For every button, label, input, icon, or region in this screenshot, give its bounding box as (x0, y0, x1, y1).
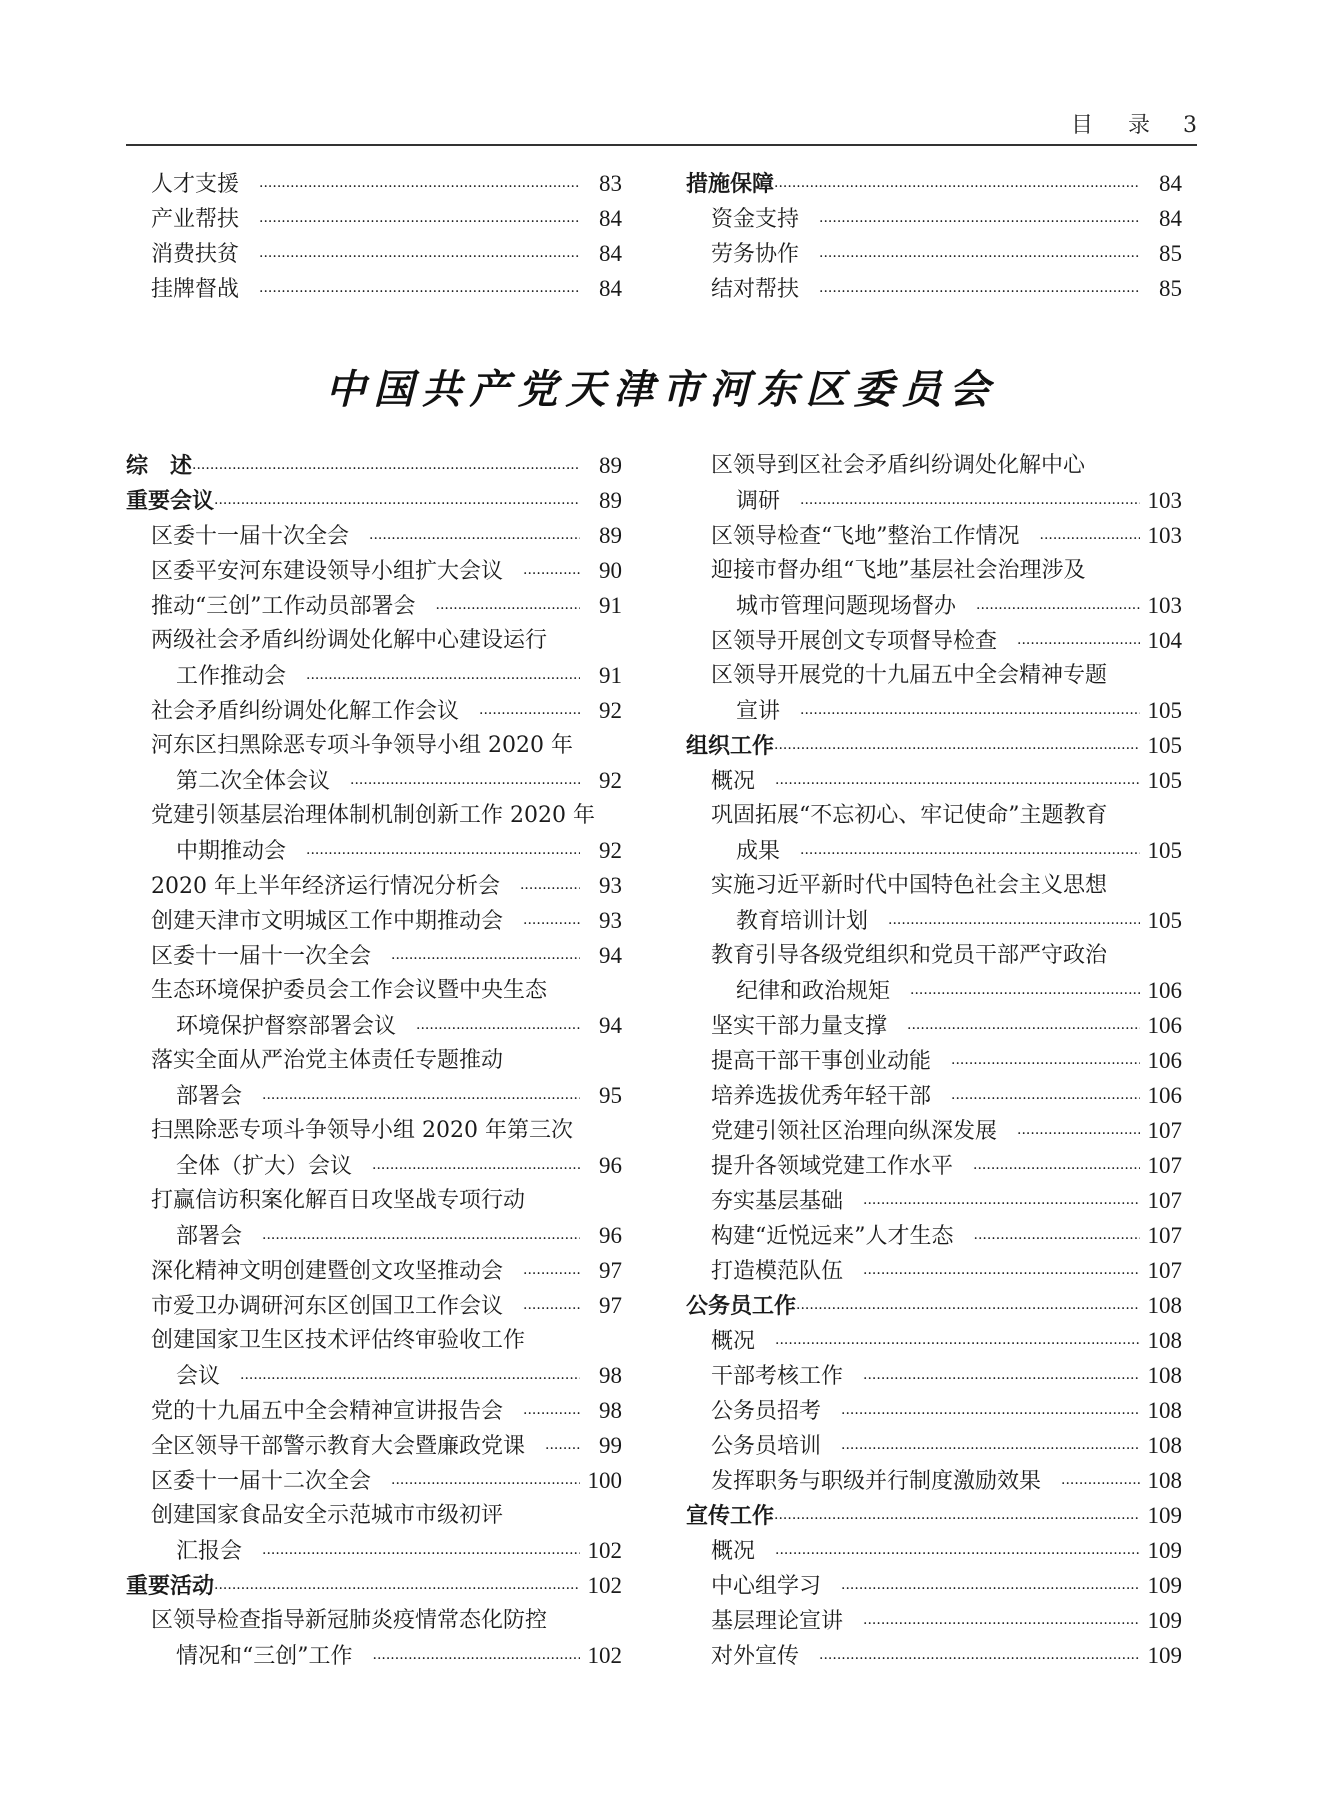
toc-entry-title: 区领导开展创文专项督导检查 (711, 629, 998, 654)
toc-leader-dots (774, 170, 1140, 205)
toc-leader-dots (369, 522, 580, 557)
toc-entry-title: 公务员培训 (711, 1434, 822, 1459)
toc-page-number: 103 (1147, 488, 1182, 513)
toc-leader-dots (775, 1537, 1140, 1572)
toc-leader-dots (819, 1642, 1140, 1677)
toc-entry-title: 公务员招考 (711, 1399, 822, 1424)
toc-page-number: 97 (599, 1293, 622, 1318)
toc-section-entry[interactable] (126, 448, 622, 483)
toc-leader-dots (863, 1187, 1140, 1222)
toc-leader-dots (974, 1222, 1141, 1257)
toc-entry-title: 坚实干部力量支撑 (711, 1014, 888, 1039)
toc-entry[interactable] (126, 623, 622, 658)
toc-entry-title: 资金支持 (711, 207, 800, 232)
toc-page-number: 109 (1147, 1643, 1182, 1668)
toc-entry-title: 中期推动会 (176, 839, 287, 864)
toc-page-number: 84 (599, 206, 622, 231)
toc-section-entry[interactable] (686, 1498, 1182, 1533)
toc-entry[interactable] (686, 903, 1182, 938)
toc-entry-title: 概况 (711, 1329, 756, 1354)
toc-page-number: 108 (1147, 1468, 1182, 1493)
toc-entry-title: 推动“三创”工作动员部署会 (151, 594, 416, 619)
toc-page-number: 109 (1147, 1573, 1182, 1598)
toc-entry-title: 环境保护督察部署会议 (176, 1014, 397, 1039)
header-rule (126, 144, 1197, 146)
toc-entry[interactable] (126, 1498, 622, 1533)
toc-page-number: 90 (599, 558, 622, 583)
toc-entry-title: 全区领导干部警示教育大会暨廉政党课 (151, 1434, 526, 1459)
toc-entry-title: 党的十九届五中全会精神宣讲报告会 (151, 1399, 504, 1424)
toc-page-number: 92 (599, 838, 622, 863)
toc-leader-dots (262, 1222, 580, 1257)
toc-entry[interactable] (686, 1393, 1182, 1428)
toc-leader-dots (863, 1362, 1140, 1397)
toc-leader-dots (774, 732, 1140, 767)
toc-entry-title: 产业帮扶 (151, 207, 240, 232)
toc-page-number: 91 (599, 593, 622, 618)
toc-page-number: 89 (599, 453, 622, 478)
toc-section-entry[interactable] (126, 1568, 622, 1603)
toc-entry-title: 夯实基层基础 (711, 1189, 844, 1214)
toc-entry[interactable] (126, 518, 622, 553)
toc-entry[interactable] (126, 1078, 622, 1113)
toc-top-left-column (126, 166, 622, 306)
toc-entry-title: 生态环境保护委员会工作会议暨中央生态 (151, 978, 548, 1003)
toc-entry-title: 打赢信访积案化解百日攻坚战专项行动 (151, 1188, 526, 1213)
toc-entry[interactable] (686, 1078, 1182, 1113)
toc-entry-title: 教育引导各级党组织和党员干部严守政治 (711, 943, 1108, 968)
toc-entry-title: 打造模范队伍 (711, 1259, 844, 1284)
toc-page-number: 107 (1147, 1188, 1182, 1213)
toc-page-number: 105 (1147, 698, 1182, 723)
toc-leader-dots (1017, 627, 1140, 662)
toc-entry[interactable] (686, 1358, 1182, 1393)
toc-leader-dots (819, 240, 1140, 275)
toc-entry[interactable] (686, 868, 1182, 903)
toc-entry[interactable] (126, 1428, 622, 1463)
toc-leader-dots (259, 240, 580, 275)
running-head (1071, 108, 1197, 139)
toc-section-entry[interactable] (126, 483, 622, 518)
toc-entry[interactable] (686, 201, 1182, 236)
toc-leader-dots (373, 1642, 581, 1677)
toc-entry-title: 区领导开展党的十九届五中全会精神专题 (711, 663, 1108, 688)
toc-entry[interactable] (686, 1218, 1182, 1253)
toc-entry[interactable] (686, 271, 1182, 306)
toc-entry[interactable] (686, 1638, 1182, 1673)
toc-entry-title: 区委十一届十二次全会 (151, 1469, 372, 1494)
page-number: 3 (1183, 113, 1197, 138)
toc-entry-title: 提升各领域党建工作水平 (711, 1154, 954, 1179)
toc-leader-dots (888, 907, 1140, 942)
toc-entry[interactable] (126, 1043, 622, 1078)
toc-entry-title: 扫黑除恶专项斗争领导小组 2020 年第三次 (151, 1118, 573, 1143)
toc-entry-title: 河东区扫黑除恶专项斗争领导小组 2020 年 (151, 733, 573, 758)
toc-entry-title: 调研 (736, 489, 781, 514)
toc-entry[interactable] (686, 1183, 1182, 1218)
toc-entry-title: 党建引领基层治理体制机制创新工作 2020 年 (151, 803, 595, 828)
toc-entry-title: 两级社会矛盾纠纷调处化解中心建设运行 (151, 628, 548, 653)
toc-entry-title: 深化精神文明创建暨创文攻坚推动会 (151, 1259, 504, 1284)
toc-leader-dots (523, 907, 580, 942)
toc-page-number: 93 (599, 908, 622, 933)
toc-leader-dots (214, 487, 580, 522)
toc-page-number: 108 (1147, 1363, 1182, 1388)
toc-page-number: 107 (1147, 1153, 1182, 1178)
toc-entry-title: 人才支援 (151, 172, 240, 197)
toc-entry-title: 教育培训计划 (736, 909, 869, 934)
toc-entry-title: 全体（扩大）会议 (176, 1154, 353, 1179)
toc-entry[interactable] (686, 1253, 1182, 1288)
toc-entry-title: 情况和“三创”工作 (176, 1644, 353, 1669)
toc-entry[interactable] (686, 1113, 1182, 1148)
toc-leader-dots (523, 1397, 580, 1432)
toc-page-number: 107 (1147, 1223, 1182, 1248)
toc-entry[interactable] (126, 1323, 622, 1358)
toc-entry[interactable] (686, 973, 1182, 1008)
toc-page-number: 109 (1147, 1503, 1182, 1528)
toc-leader-dots (240, 1362, 580, 1397)
toc-page-number: 105 (1147, 838, 1182, 863)
toc-entry-title: 成果 (736, 839, 781, 864)
toc-entry[interactable] (686, 623, 1182, 658)
toc-page-number: 99 (599, 1433, 622, 1458)
toc-leader-dots (391, 1467, 580, 1502)
toc-page-number: 100 (587, 1468, 622, 1493)
toc-entry-title: 重要会议 (126, 489, 215, 514)
toc-leader-dots (479, 697, 580, 732)
toc-entry[interactable] (686, 448, 1182, 483)
toc-leader-dots (951, 1082, 1140, 1117)
toc-entry[interactable] (126, 1008, 622, 1043)
toc-page-number: 84 (599, 241, 622, 266)
toc-right-column (686, 448, 1182, 1673)
toc-leader-dots (523, 1292, 580, 1327)
toc-section-entry[interactable] (686, 166, 1182, 201)
toc-entry-title: 城市管理问题现场督办 (736, 594, 957, 619)
toc-entry[interactable] (126, 553, 622, 588)
toc-entry-title: 市爱卫办调研河东区创国卫工作会议 (151, 1294, 504, 1319)
toc-page-number: 106 (1147, 1083, 1182, 1108)
toc-entry[interactable] (126, 1288, 622, 1323)
toc-leader-dots (841, 1397, 1140, 1432)
toc-page-number: 94 (599, 1013, 622, 1038)
toc-entry[interactable] (686, 658, 1182, 693)
toc-entry[interactable] (126, 833, 622, 868)
toc-page-number: 109 (1147, 1538, 1182, 1563)
toc-page-number: 93 (599, 873, 622, 898)
toc-entry-title: 中心组学习 (711, 1574, 822, 1599)
toc-section-entry[interactable] (686, 728, 1182, 763)
toc-entry[interactable] (126, 1183, 622, 1218)
toc-entry[interactable] (126, 868, 622, 903)
toc-entry[interactable] (126, 763, 622, 798)
toc-page-number: 103 (1147, 523, 1182, 548)
toc-entry-title: 迎接市督办组“飞地”基层社会治理涉及 (711, 558, 1086, 583)
toc-entry-title: 结对帮扶 (711, 277, 800, 302)
toc-entry[interactable] (126, 166, 622, 201)
toc-leader-dots (306, 662, 580, 697)
toc-entry-title: 宣传工作 (686, 1504, 775, 1529)
toc-page-number: 83 (599, 171, 622, 196)
toc-leader-dots (800, 487, 1140, 522)
toc-leader-dots (863, 1607, 1140, 1642)
toc-entry-title: 部署会 (176, 1084, 243, 1109)
toc-entry[interactable] (686, 1323, 1182, 1358)
toc-page-number: 84 (1159, 206, 1182, 231)
toc-entry[interactable] (686, 938, 1182, 973)
toc-entry-title: 区委十一届十一次全会 (151, 944, 372, 969)
toc-page-number: 107 (1147, 1258, 1182, 1283)
toc-entry-title: 干部考核工作 (711, 1364, 844, 1389)
toc-leader-dots (796, 1292, 1140, 1327)
toc-entry[interactable] (686, 1603, 1182, 1638)
toc-entry-title: 提高干部干事创业动能 (711, 1049, 932, 1074)
toc-page-number: 102 (587, 1538, 622, 1563)
toc-entry-title: 劳务协作 (711, 242, 800, 267)
toc-entry[interactable] (686, 588, 1182, 623)
toc-page-number: 105 (1147, 768, 1182, 793)
toc-entry[interactable] (126, 798, 622, 833)
toc-leader-dots (863, 1257, 1140, 1292)
toc-leader-dots (841, 1572, 1140, 1607)
toc-entry[interactable] (126, 1148, 622, 1183)
toc-page-number: 85 (1159, 276, 1182, 301)
toc-entry-title: 会议 (176, 1364, 221, 1389)
toc-entry[interactable] (126, 903, 622, 938)
toc-entry[interactable] (686, 483, 1182, 518)
toc-entry-title: 消费扶贫 (151, 242, 240, 267)
toc-page-number: 96 (599, 1153, 622, 1178)
toc-leader-dots (306, 837, 580, 872)
toc-entry-title: 汇报会 (176, 1539, 243, 1564)
toc-page-number: 102 (587, 1573, 622, 1598)
toc-entry-title: 综 述 (126, 454, 193, 479)
toc-page-number: 92 (599, 698, 622, 723)
toc-page-number: 91 (599, 663, 622, 688)
toc-entry-title: 实施习近平新时代中国特色社会主义思想 (711, 873, 1108, 898)
toc-entry-title: 措施保障 (686, 172, 775, 197)
toc-page-number: 108 (1147, 1328, 1182, 1353)
toc-page-number: 105 (1147, 908, 1182, 933)
running-head-section: 目 录 (1071, 113, 1164, 138)
toc-entry[interactable] (126, 1533, 622, 1568)
toc-page-number: 102 (587, 1643, 622, 1668)
toc-leader-dots (951, 1047, 1140, 1082)
toc-page-number: 104 (1147, 628, 1182, 653)
toc-entry[interactable] (686, 1463, 1182, 1498)
toc-leader-dots (262, 1082, 580, 1117)
toc-leader-dots (819, 205, 1140, 240)
toc-leader-dots (520, 872, 580, 907)
toc-entry-title: 区领导检查指导新冠肺炎疫情常态化防控 (151, 1608, 548, 1633)
toc-leader-dots (259, 170, 580, 205)
toc-leader-dots (976, 592, 1140, 627)
toc-entry[interactable] (126, 1603, 622, 1638)
toc-entry-title: 区领导到区社会矛盾纠纷调处化解中心 (711, 453, 1086, 478)
toc-entry-title: 部署会 (176, 1224, 243, 1249)
toc-entry[interactable] (686, 763, 1182, 798)
toc-entry[interactable] (126, 271, 622, 306)
toc-entry[interactable] (126, 588, 622, 623)
toc-page-number: 97 (599, 1258, 622, 1283)
toc-leader-dots (775, 1327, 1140, 1362)
toc-entry-title: 宣讲 (736, 699, 781, 724)
toc-leader-dots (262, 1537, 580, 1572)
toc-page-number: 103 (1147, 593, 1182, 618)
toc-top-right-column (686, 166, 1182, 306)
toc-entry[interactable] (126, 1358, 622, 1393)
toc-leader-dots (259, 205, 580, 240)
toc-page-number: 106 (1147, 978, 1182, 1003)
toc-entry-title: 创建国家食品安全示范城市市级初评 (151, 1503, 504, 1528)
toc-page-number: 94 (599, 943, 622, 968)
toc-entry-title: 组织工作 (686, 734, 775, 759)
toc-page-number: 108 (1147, 1398, 1182, 1423)
toc-page-number: 96 (599, 1223, 622, 1248)
toc-entry[interactable] (126, 938, 622, 973)
toc-entry-title: 创建天津市文明城区工作中期推动会 (151, 909, 504, 934)
toc-leader-dots (523, 1257, 580, 1292)
toc-entry-title: 构建“近悦远来”人才生态 (711, 1224, 954, 1249)
toc-page-number: 106 (1147, 1013, 1182, 1038)
toc-page-number: 106 (1147, 1048, 1182, 1073)
toc-leader-dots (545, 1432, 580, 1467)
toc-page-number: 98 (599, 1363, 622, 1388)
toc-entry-title: 巩固拓展“不忘初心、牢记使命”主题教育 (711, 803, 1108, 828)
toc-entry[interactable] (126, 1218, 622, 1253)
toc-leader-dots (259, 275, 580, 310)
toc-page-number: 84 (1159, 171, 1182, 196)
toc-entry[interactable] (686, 1148, 1182, 1183)
toc-entry[interactable] (686, 693, 1182, 728)
toc-entry[interactable] (126, 693, 622, 728)
toc-leader-dots (350, 767, 580, 802)
toc-page-number: 84 (599, 276, 622, 301)
toc-leader-dots (523, 557, 580, 592)
toc-entry[interactable] (686, 553, 1182, 588)
toc-leader-dots (372, 1152, 580, 1187)
toc-entry-title: 工作推动会 (176, 664, 287, 689)
toc-entry-title: 对外宣传 (711, 1644, 800, 1669)
toc-entry-title: 重要活动 (126, 1574, 215, 1599)
toc-section-entry[interactable] (686, 1288, 1182, 1323)
toc-leader-dots (1017, 1117, 1140, 1152)
toc-page-number: 92 (599, 768, 622, 793)
toc-entry[interactable] (686, 518, 1182, 553)
toc-entry[interactable] (686, 833, 1182, 868)
toc-page-number: 98 (599, 1398, 622, 1423)
toc-entry-title: 区委十一届十次全会 (151, 524, 350, 549)
toc-entry-title: 发挥职务与职级并行制度激励效果 (711, 1469, 1042, 1494)
toc-entry[interactable] (686, 236, 1182, 271)
toc-entry[interactable] (686, 1533, 1182, 1568)
toc-leader-dots (973, 1152, 1140, 1187)
toc-entry-title: 挂牌督战 (151, 277, 240, 302)
toc-leader-dots (910, 977, 1140, 1012)
toc-entry-title: 培养选拔优秀年轻干部 (711, 1084, 932, 1109)
toc-entry-title: 纪律和政治规矩 (736, 979, 891, 1004)
toc-entry[interactable] (126, 236, 622, 271)
toc-leader-dots (1040, 522, 1141, 557)
toc-entry[interactable] (686, 1568, 1182, 1603)
toc-page-number: 105 (1147, 733, 1182, 758)
toc-leader-dots (819, 275, 1140, 310)
toc-entry-title: 概况 (711, 769, 756, 794)
toc-leader-dots (436, 592, 581, 627)
toc-leader-dots (907, 1012, 1140, 1047)
toc-leader-dots (775, 767, 1140, 802)
toc-entry-title: 创建国家卫生区技术评估终审验收工作 (151, 1328, 526, 1353)
toc-entry[interactable] (126, 1638, 622, 1673)
toc-entry-title: 社会矛盾纠纷调处化解工作会议 (151, 699, 460, 724)
toc-entry[interactable] (686, 1043, 1182, 1078)
toc-entry-title: 区委平安河东建设领导小组扩大会议 (151, 559, 504, 584)
toc-page-number: 95 (599, 1083, 622, 1108)
toc-entry-title: 落实全面从严治党主体责任专题推动 (151, 1048, 504, 1073)
toc-leader-dots (841, 1432, 1140, 1467)
toc-leader-dots (800, 837, 1140, 872)
toc-entry[interactable] (126, 728, 622, 763)
toc-entry[interactable] (126, 658, 622, 693)
toc-entry-title: 概况 (711, 1539, 756, 1564)
toc-entry[interactable] (126, 201, 622, 236)
toc-entry[interactable] (686, 1008, 1182, 1043)
toc-entry-title: 第二次全体会议 (176, 769, 331, 794)
toc-page-number: 109 (1147, 1608, 1182, 1633)
toc-entry[interactable] (126, 1393, 622, 1428)
toc-page-number: 107 (1147, 1118, 1182, 1143)
toc-page-number: 108 (1147, 1433, 1182, 1458)
toc-entry[interactable] (126, 1463, 622, 1498)
toc-entry[interactable] (126, 1253, 622, 1288)
toc-entry[interactable] (126, 1113, 622, 1148)
toc-entry-title: 基层理论宣讲 (711, 1609, 844, 1634)
toc-page-number: 89 (599, 488, 622, 513)
toc-leader-dots (192, 452, 580, 487)
toc-entry-title: 区领导检查“飞地”整治工作情况 (711, 524, 1020, 549)
toc-page-number: 89 (599, 523, 622, 548)
toc-entry-title: 党建引领社区治理向纵深发展 (711, 1119, 998, 1144)
section-title: 中国共产党天津市河东区委员会 (325, 366, 998, 413)
toc-page-number: 108 (1147, 1293, 1182, 1318)
toc-leader-dots (416, 1012, 580, 1047)
toc-page-number: 85 (1159, 241, 1182, 266)
toc-entry[interactable] (126, 973, 622, 1008)
toc-entry-title: 2020 年上半年经济运行情况分析会 (151, 874, 500, 899)
toc-left-column (126, 448, 622, 1673)
toc-leader-dots (1061, 1467, 1140, 1502)
toc-leader-dots (391, 942, 580, 977)
toc-entry[interactable] (686, 1428, 1182, 1463)
toc-entry[interactable] (686, 798, 1182, 833)
toc-leader-dots (774, 1502, 1140, 1537)
toc-leader-dots (214, 1572, 580, 1607)
toc-entry-title: 公务员工作 (686, 1294, 797, 1319)
toc-leader-dots (800, 697, 1140, 732)
